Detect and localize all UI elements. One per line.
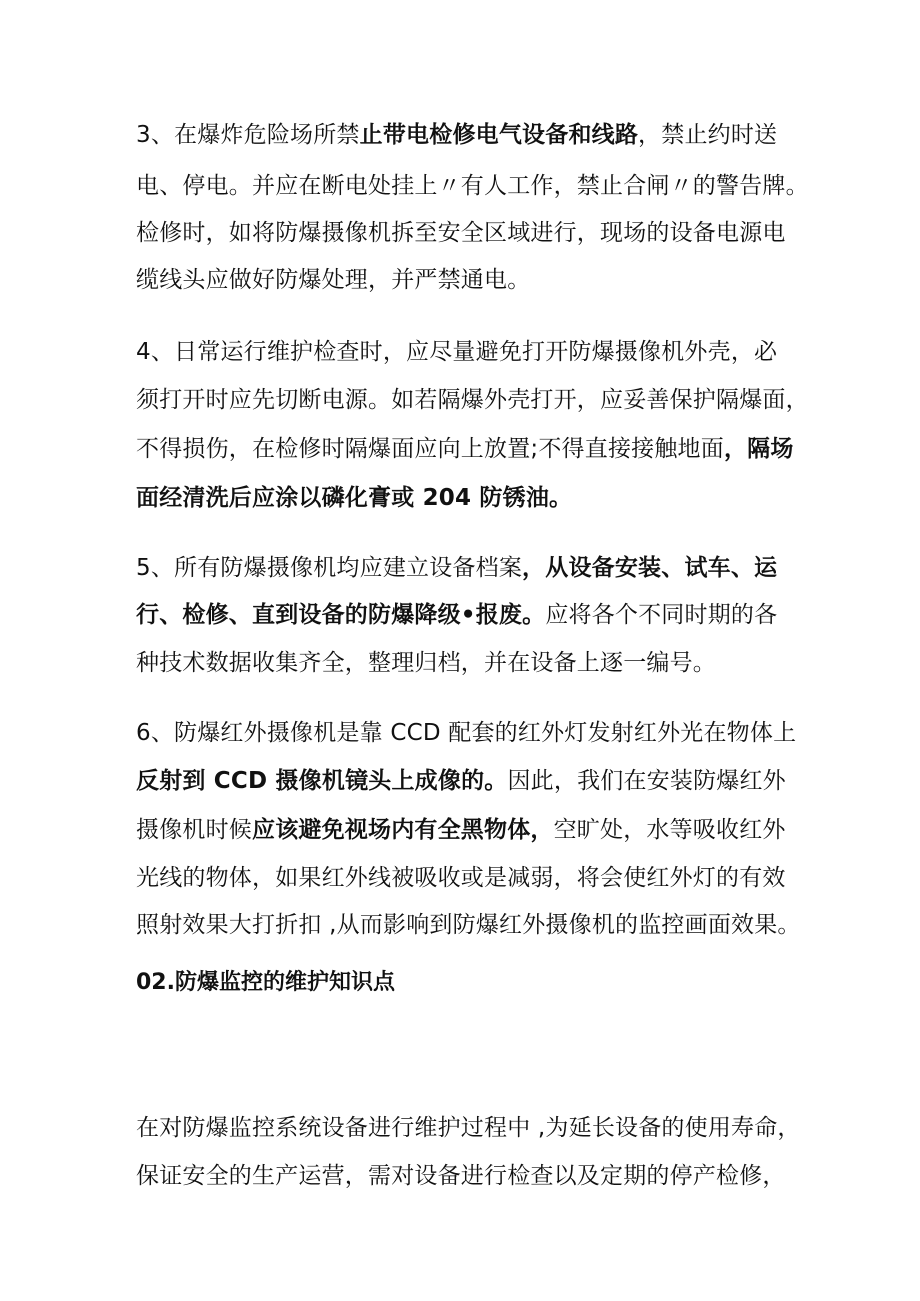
paragraph-6-line-2 [136, 766, 816, 796]
paragraph-4-line-2: 须打开时应先切断电源。如若隔爆外壳打开，应妥善保护隔爆面， [136, 387, 809, 413]
paragraph-4-line-1: 4、日常运行维护检查时，应尽量避免打开防爆摄像机外壳，必 [136, 339, 778, 365]
p3-text-regular-2: ，禁止约时送 [638, 122, 778, 148]
paragraph-3-line-4: 缆线头应做好防爆处理，并严禁通电。 [136, 267, 531, 293]
paragraph-5-line-1 [136, 553, 816, 583]
p6-text-regular-3: 空旷处，水等吸收红外 [553, 817, 786, 843]
paragraph-3-line-2: 电、停电。并应在断电处挂上〃有人工作，禁止合闸〃的警告牌。 [136, 173, 809, 199]
p5-text-bold: ，从设备安装、试车、运 [522, 555, 778, 581]
p6-text-bold-2: 应该避免视场内有全黑物体， [252, 817, 554, 843]
p6-text-regular-2: 摄像机时候 [136, 817, 252, 843]
p3-text-bold: 止带电检修电气设备和线路 [359, 122, 639, 148]
paragraph-3-line-1 [136, 120, 816, 150]
p6-text-regular: 因此，我们在安装防爆红外 [507, 768, 786, 794]
p4-text-bold: ，隔场 [723, 436, 794, 462]
p4-text-regular: 不得损伤，在检修时隔爆面应向上放置;不得直接接触地面 [136, 436, 724, 462]
section-heading: 02.防爆监控的维护知识点 [136, 970, 395, 995]
paragraph-5-line-3: 种技术数据收集齐全，整理归档，并在设备上逐一编号。 [136, 650, 716, 676]
p6-text-bold: 反射到 CCD 摄像机镜头上成像的。 [136, 768, 508, 794]
paragraph-6-line-4: 光线的物体，如果红外线被吸收或是减弱，将会使红外灯的有效 [136, 865, 786, 891]
paragraph-7-line-1: 在对防爆监控系统设备进行维护过程中 ,为延长设备的使用寿命， [136, 1115, 801, 1141]
paragraph-6-line-3 [136, 815, 816, 845]
paragraph-4-line-3 [136, 434, 816, 464]
p3-text-regular: 3、在爆炸危险场所禁 [136, 122, 360, 148]
p5-text-bold-2: 行、检修、直到设备的防爆降级•报废。 [136, 602, 546, 628]
p5-text-regular-2: 应将各个不同时期的各 [545, 602, 778, 628]
paragraph-6-line-1: 6、防爆红外摄像机是靠 CCD 配套的红外灯发射红外光在物体上 [136, 720, 797, 746]
p5-text-regular: 5、所有防爆摄像机均应建立设备档案 [136, 555, 523, 581]
paragraph-4-line-4: 面经清洗后应涂以磷化膏或 204 防锈油。 [136, 485, 573, 511]
paragraph-5-line-2 [136, 600, 816, 630]
paragraph-6-line-5: 照射效果大打折扣 ,从而影响到防爆红外摄像机的监控画面效果。 [136, 912, 801, 938]
paragraph-3-line-3: 检修时，如将防爆摄像机拆至安全区域进行，现场的设备电源电 [136, 220, 786, 246]
paragraph-7-line-2: 保证安全的生产运营，需对设备进行检查以及定期的停产检修， [136, 1163, 786, 1189]
